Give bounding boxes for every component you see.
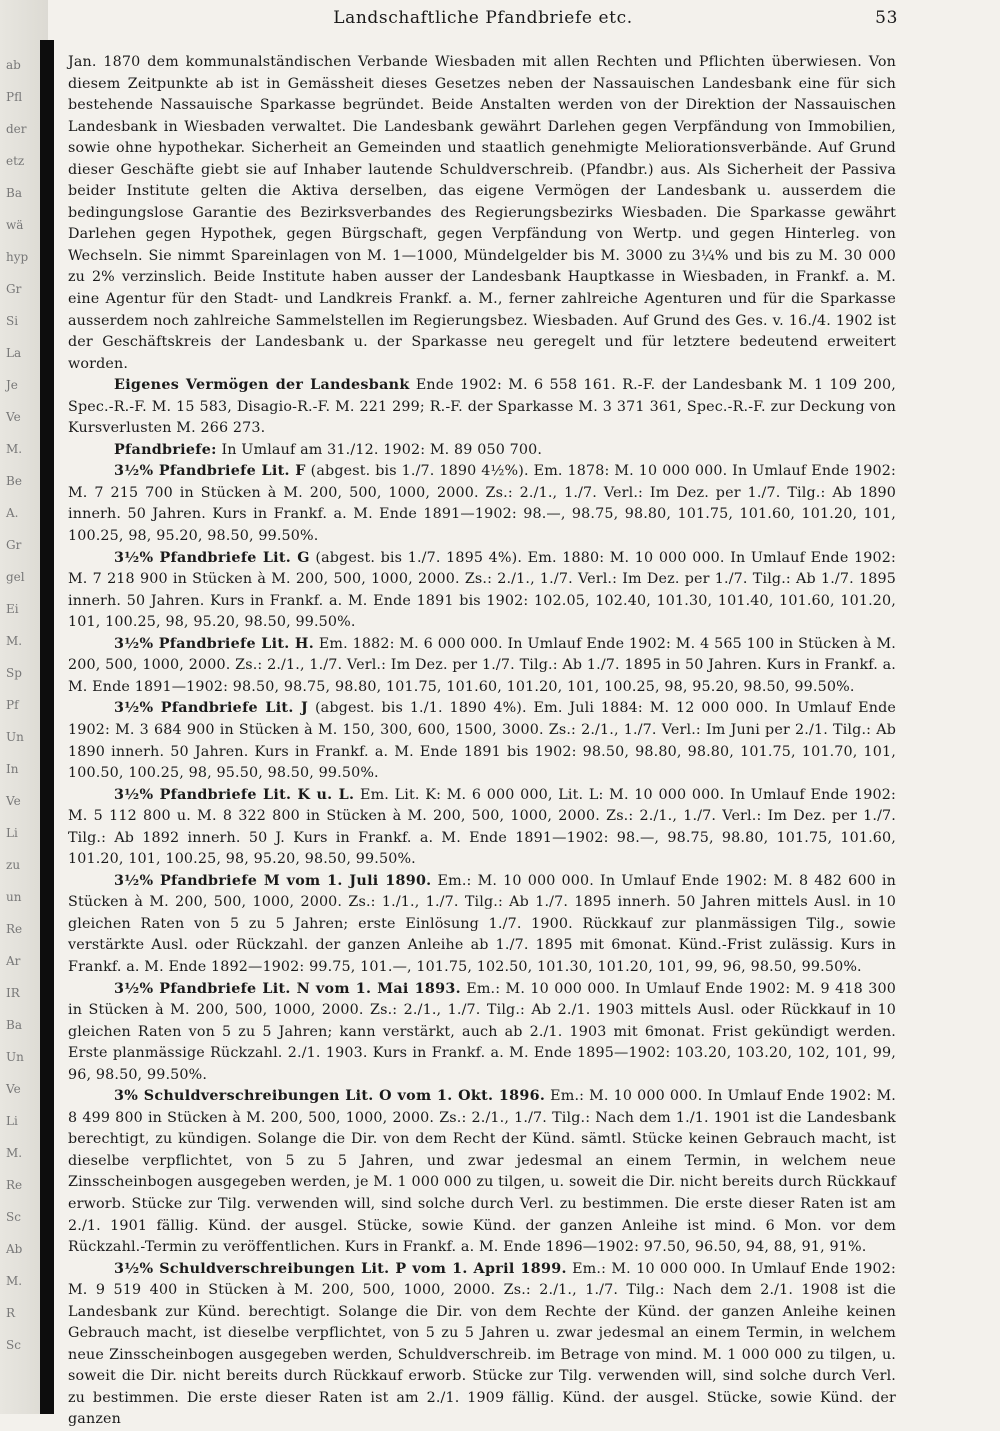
margin-fragment: Li (6, 826, 18, 840)
paragraph-text: (abgest. bis 1./7. 1890 4½%). Em. 1878: M. 10 000 000. In Umlauf Ende 1902: M. 7 215 700 in Stücken à M. 200, 500, 1000, 2000. Zs.: 2./1., 1./7. Verl.: Im Dez. per 1./7. Tilg.: Ab 1890 innerh. 50 Jahren. Kurs in Frankf. a. M. Ende 1891—1902: 98.—, 98.75, 98.80, 101.75, 101.60, 101.20, 101, 100.25, 98, 95.20, 98.50, 99.50%. (68, 463, 896, 545)
paragraph-text: Em. Lit. K: M. 6 000 000, Lit. L: M. 10 000 000. In Umlauf Ende 1902: M. 5 112 800 u. M. 8 322 800 in Stücken à M. 200, 500, 1000, 2000. Zs.: 2./1., 1./7. Verl.: Im Dez. per 1./7. Tilg.: Ab 1892 innerh. 50 J. Kurs in Frankf. a. M. Ende 1891—1902: 98.—, 98.75, 98.80, 101.75, 101.60, 101.20, 101, 100.25, 98, 95.20, 98.50, 99.50%. (68, 786, 897, 868)
margin-fragment: R (6, 1306, 16, 1320)
running-head (68, 8, 898, 30)
margin-fragment: Sp (6, 666, 22, 680)
margin-fragment: Ei (6, 602, 19, 616)
paragraph-text: Em.: M. 10 000 000. In Umlauf Ende 1902: M. 9 418 300 in Stücken à M. 200, 500, 1000, 2000. Zs.: 2./1., 1./7. Tilg.: Ab 2./1. 1903 mittels Ausl. oder Rückkauf in 10 gleichen Raten von 5 zu 5 Jahren; kann verstärkt, auch ab 2./1. 1903 mit 6monat. Frist gekündigt werden. Erste planmässige Rückzahl. 2./1. 1903. Kurs in Frankf. a. M. Ende 1895—1902: 103.20, 103.20, 102, 101, 99, 96, 98.50, 99.50%. (68, 980, 896, 1083)
margin-fragment: Ar (6, 954, 21, 968)
paragraph-lead: 3½% Pfandbriefe Lit. N vom 1. Mai 1893. (114, 980, 461, 997)
paragraph-text: Jan. 1870 dem kommunalständischen Verbande Wiesbaden mit allen Rechten und Pflichten überwiesen. Von diesem Zeitpunkte ab ist in Gemässheit dieses Gesetzes neben der Nassauischen Landesbank eine für sich bestehende Nassauische Sparkasse begründet. Beide Anstalten werden von der Direktion der Nassauischen Landesbank in Wiesbaden verwaltet. Die Landesbank gewährt Darlehen gegen Verpfändung von Immobilien, sowie ohne hypothekar. Sicherheit an Gemeinden und staatlich genehmigte Meliorationsverbände. Auf Grund dieser Geschäfte giebt sie auf Inhaber lautende Schuldverschreib. (Pfandbr.) aus. Als Sicherheit der Passiva beider Institute gelten die Aktiva derselben, das eigene Vermögen der Landesbank u. ausserdem die bedingungslose Garantie des Bezirksverbandes des Regierungsbezirks Wiesbaden. Die Sparkasse gewährt Darlehen gegen Hypothek, gegen Bürgschaft, gegen Verpfändung von Wertp. und gegen Hinterleg. von Wechseln. Sie nimmt Spareinlagen von M. 1—1000, Mündelgelder bis M. 3000 zu 3¼% und bis zu M. 30 000 zu 2% verzinslich. Beide Institute haben ausser der Landesbank Hauptkasse in Wiesbaden, in Frankf. a. M. eine Agentur für den Stadt- und Landkreis Frankf. a. M., ferner zahlreiche Agenturen und für die Sparkasse ausserdem noch zahlreiche Sammelstellen im Regierungsbez. Wiesbaden. Auf Grund des Ges. v. 16./4. 1902 ist der Geschäftskreis der Landesbank u. der Sparkasse neu geregelt und für letztere bedeutend erweitert worden. (68, 54, 896, 372)
margin-fragment: Be (6, 474, 22, 488)
margin-fragment: etz (6, 154, 25, 168)
page (68, 0, 898, 1428)
paragraph-pfandbriefe-umlauf (68, 440, 896, 462)
margin-fragment: IR (6, 986, 20, 1000)
binding-shadow-bar (40, 40, 54, 1414)
margin-fragment: der (6, 122, 27, 136)
margin-fragment: zu (6, 858, 21, 872)
margin-fragment: Ve (6, 794, 21, 808)
margin-fragment: M. (6, 1274, 23, 1288)
margin-fragment: Pf (6, 698, 19, 712)
paragraph-lit-m (68, 871, 896, 979)
margin-fragment: Si (6, 314, 19, 328)
margin-fragment: Pfl (6, 90, 23, 104)
margin-fragment: Ve (6, 1082, 21, 1096)
paragraph-lit-f (68, 461, 896, 547)
paragraph-lit-h (68, 634, 896, 699)
margin-fragment: Sc (6, 1210, 21, 1224)
paragraph-lead: 3½% Pfandbriefe Lit. F (114, 463, 306, 480)
paragraph-text: Em.: M. 10 000 000. In Umlauf Ende 1902: M. 9 519 400 in Stücken à M. 200, 500, 1000, 2000. Zs.: 2./1., 1./7. Tilg.: Nach dem 2./1. 1908 ist die Landesbank zur Künd. berechtigt. Solange die Dir. von dem Rechte der Künd. der ganzen Anleihe keinen Gebrauch macht, ist dieselbe verpflichtet, von 5 zu 5 Jahren u. zwar jedesmal an einem Termin, in welchem neue Zinsscheinbogen ausgegeben werden, Schuldverschreib. im Betrage von mind. M. 1 000 000 zu tilgen, u. soweit die Dir. nicht bereits durch Rückkauf erworb. Stücke zur Tilg. verwenden will, sind solche durch Verl. zu bestimmen. Die erste dieser Raten ist am 2./1. 1909 fällig. Künd. der ausgel. Stücke, sowie Künd. der ganzen (68, 1260, 896, 1428)
margin-fragment: M. (6, 634, 23, 648)
paragraph-lit-k-l (68, 785, 896, 871)
paragraph-lead: 3% Schuldverschreibungen Lit. O vom 1. Okt. 1896. (114, 1088, 546, 1105)
margin-fragment: un (6, 890, 22, 904)
margin-fragment: La (6, 346, 22, 360)
margin-fragment: Un (6, 1050, 24, 1064)
margin-fragment: Ba (6, 1018, 22, 1032)
margin-fragment: In (6, 762, 19, 776)
paragraph-lead: 3½% Pfandbriefe Lit. J (114, 700, 309, 717)
margin-fragment: hyp (6, 250, 29, 264)
paragraph-lit-j (68, 698, 896, 784)
margin-fragment: wä (6, 218, 24, 232)
margin-fragment: Gr (6, 282, 22, 296)
margin-fragment: Ab (6, 1242, 23, 1256)
margin-fragment: Li (6, 1114, 18, 1128)
paragraph-intro (68, 52, 896, 375)
margin-fragment: Sc (6, 1338, 21, 1352)
margin-fragment: ab (6, 58, 21, 72)
paragraph-lead: Pfandbriefe: (114, 441, 217, 458)
margin-fragment: Re (6, 922, 23, 936)
paragraph-text: Em.: M. 10 000 000. In Umlauf Ende 1902: M. 8 482 600 in Stücken à M. 200, 500, 1000, 2000. Zs.: 1./1., 1./7. Tilg.: Ab 1./7. 1895 innerh. 50 Jahren mittels Ausl. in 10 gleichen Raten von 5 zu 5 Jahren; erste Einlösung 1./7. 1900. Rückkauf zur planmässigen Tilg., sowie verstärkte Ausl. oder Rückzahl. der ganzen Anleihe ab 1./7. 1895 mit 6monat. Künd.-Frist zulässig. Kurs in Frankf. a. M. Ende 1892—1902: 99.75, 101.—, 101.75, 102.50, 101.30, 101.20, 101, 99, 96, 98.50, 99.50%. (68, 872, 896, 975)
margin-fragment: A. (6, 506, 19, 520)
paragraph-lead: 3½% Schuldverschreibungen Lit. P vom 1. April 1899. (114, 1260, 567, 1277)
paragraph-lit-p (68, 1259, 896, 1431)
margin-fragment: Gr (6, 538, 22, 552)
margin-fragment: M. (6, 1146, 23, 1160)
paragraph-lead: 3½% Pfandbriefe M vom 1. Juli 1890. (114, 872, 432, 889)
margin-fragment: Un (6, 730, 24, 744)
paragraph-text: Ende 1902: M. 6 558 161. R.-F. der Landesbank M. 1 109 200, Spec.-R.-F. M. 15 583, Disagio-R.-F. M. 221 299; R.-F. der Sparkasse M. 3 371 361, Spec.-R.-F. zur Deckung von Kursverlusten M. 266 273. (68, 377, 896, 437)
paragraph-eigenes-vermoegen (68, 375, 896, 440)
paragraph-lead: 3½% Pfandbriefe Lit. G (114, 549, 310, 566)
margin-fragment: Ba (6, 186, 22, 200)
margin-fragment: Je (6, 378, 18, 392)
body-text (68, 52, 896, 1431)
paragraph-text: Em. 1882: M. 6 000 000. In Umlauf Ende 1902: M. 4 565 100 in Stücken à M. 200, 500, 1000, 2000. Zs.: 2./1., 1./7. Verl.: Im Dez. per 1./7. Tilg.: Ab 1./7. 1895 in 50 Jahren. Kurs in Frankf. a. M. Ende 1891—1902: 98.50, 98.75, 98.80, 101.75, 101.60, 101.20, 101, 100.25, 98, 95.20, 98.50, 99.50%. (68, 635, 896, 695)
running-title: Landschaftliche Pfandbriefe etc. (333, 8, 633, 28)
paragraph-text: (abgest. bis 1./7. 1895 4%). Em. 1880: M. 10 000 000. In Umlauf Ende 1902: M. 7 218 900 in Stücken à M. 200, 500, 1000, 2000. Zs.: 2./1., 1./7. Verl.: Im Dez. per 1./7. Tilg.: Ab 1./7. 1895 innerh. 50 Jahren. Kurs in Frankf. a. M. Ende 1891 bis 1902: 102.05, 102.40, 101.30, 101.40, 101.60, 101.20, 101, 100.25, 98, 95.20, 98.50, 99.50%. (68, 549, 896, 631)
paragraph-lit-n (68, 979, 896, 1087)
paragraph-lit-g (68, 548, 896, 634)
paragraph-lead: Eigenes Vermögen der Landesbank (114, 377, 410, 394)
paragraph-text: Em.: M. 10 000 000. In Umlauf Ende 1902: M. 8 499 800 in Stücken à M. 200, 500, 1000, 2000. Zs.: 2./1., 1./7. Tilg.: Nach dem 1./1. 1901 ist die Landesbank berechtigt, zu kündigen. Solange die Dir. von dem Recht der Künd. sämtl. Stücke keinen Gebrauch macht, ist dieselbe verpflichtet, von 5 zu 5 Jahren, und zwar jedesmal an einem Termin, in welchem neue Zinsscheinbogen ausgegeben werden, je M. 1 000 000 zu tilgen, u. soweit die Dir. nicht bereits durch Rückkauf erworb. Stücke zur Tilg. verwenden will, sind solche durch Verl. zu bestimmen. Die erste dieser Raten ist am 2./1. 1901 fällig. Künd. der ausgel. Stücke, sowie Künd. der ganzen Anleihe ist mind. 6 Mon. vor dem Rückzahl.-Termin zu veröffentlichen. Kurs in Frankf. a. M. Ende 1896—1902: 97.50, 96.50, 94, 88, 91, 91%. (68, 1088, 896, 1256)
paragraph-lead: 3½% Pfandbriefe Lit. H. (114, 635, 315, 652)
paragraph-text: (abgest. bis 1./1. 1890 4%). Em. Juli 1884: M. 12 000 000. In Umlauf Ende 1902: M. 3 684 900 in Stücken à M. 150, 300, 600, 1500, 3000. Zs.: 2./1., 1./7. Verl.: Im Juni per 2./1. Tilg.: Ab 1890 innerh. 50 Jahren. Kurs in Frankf. a. M. Ende 1891 bis 1902: 98.50, 98.80, 98.80, 101.75, 101.70, 101, 100.50, 100.25, 98, 95.50, 98.50, 99.50%. (68, 700, 896, 782)
margin-fragment: Re (6, 1178, 23, 1192)
paragraph-text: In Umlauf am 31./12. 1902: M. 89 050 700. (221, 441, 543, 458)
margin-fragment: M. (6, 442, 23, 456)
page-number: 53 (875, 8, 898, 28)
margin-fragment: Ve (6, 410, 21, 424)
margin-fragment: gel (6, 570, 25, 584)
paragraph-lit-o (68, 1086, 896, 1258)
paragraph-lead: 3½% Pfandbriefe Lit. K u. L. (114, 786, 355, 803)
